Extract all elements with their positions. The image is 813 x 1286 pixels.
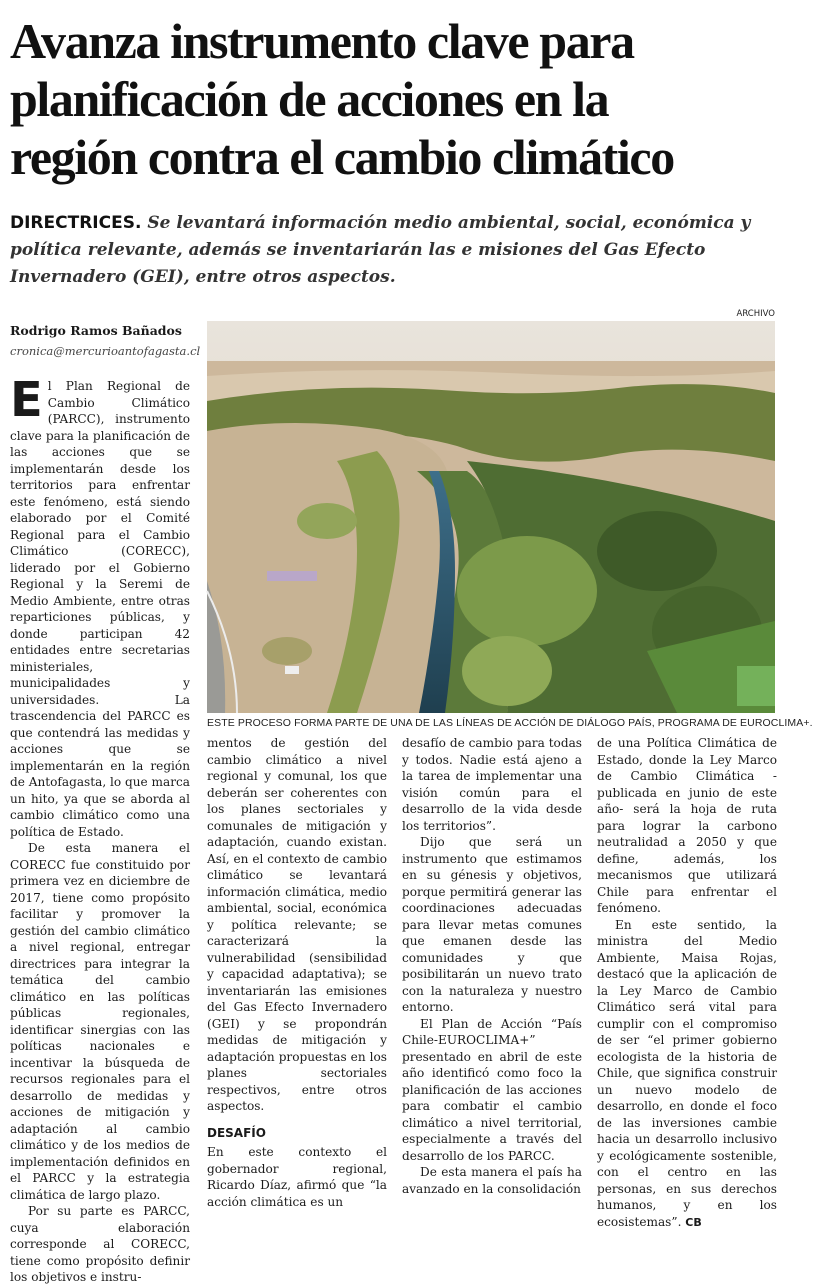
end-mark: CB xyxy=(685,1215,702,1229)
byline-author: Rodrigo Ramos Bañados xyxy=(10,323,182,338)
headline-line-1: Avanza instrumento clave para xyxy=(10,13,634,69)
body-paragraph xyxy=(597,917,777,1232)
byline xyxy=(10,322,200,362)
body-paragraph: El Plan de Acción “País Chile-EUROCLIMA+” presentado en abril de este año identificó como foco la planificación de las acciones para combatir el cambio climático a nivel territorial, especialmente a través del desarrollo de los PARCC. xyxy=(402,1016,582,1163)
lead-text: Se levantará información medio ambiental, social, económica y política relevante, además se inventariarán las e misiones del Gas Efecto Invernadero (GEI), entre otros aspectos. xyxy=(10,213,751,287)
aerial-river-photo xyxy=(207,321,775,713)
body-column-2 xyxy=(207,735,387,1210)
body-paragraph: Por su parte es PARCC, cuya elaboración corresponde al CORECC, tiene como propósito definir los objetivos e instru- xyxy=(10,1204,190,1284)
paragraph-text: En este sentido, la ministra del Medio Ambiente, Maisa Rojas, destacó que la aplicación de la Ley Marco de Cambio Climático será vital para cumplir con el compromiso de ser “el primer gobierno ecologista de la historia de Chile, que significa construir un nuevo modelo de desarrollo, en donde el foco de las inversiones cambie hacia un desarrollo inclusivo y ecológicamente sostenible, con el centro en las personas, en sus derechos humanos, y en los ecosistemas”. xyxy=(597,917,777,1229)
byline-email: cronica@mercurioantofagasta.cl xyxy=(10,344,201,358)
body-paragraph xyxy=(10,372,190,840)
photo-caption: ESTE PROCESO FORMA PARTE DE UNA DE LAS LÍNEAS DE ACCIÓN DE DIÁLOGO PAÍS, PROGRAMA DE EUROCLIMA+. xyxy=(207,717,813,729)
body-paragraph: mentos de gestión del cambio climático a nivel regional y comunal, los que deberán ser coherentes con los planes sectoriales y comunales de mitigación y adaptación, cuando existan. Así, en el contexto de cambio climático se levantará información climática, medio ambiental, social, económica y política relevante; se caracterizará la vulnerabilidad (sensibilidad y capacidad adaptativa); se inventariarán las emisiones del Gas Efecto Invernadero (GEI) y se propondrán medidas de mitigación y adaptación propuestas en los planes sectoriales respectivos, entre otros aspectos. xyxy=(207,736,387,1113)
headline xyxy=(10,12,775,186)
paragraph-text: l Plan Regional de Cambio Climático (PARCC), instrumento clave para la planificación de las acciones que se implementarán desde los territorios para enfrentar este fenómeno, está siendo elaborado por el Comité Regional para el Cambio Climático (CORECC), liderado por el Gobierno Regional y la Seremi de Medio Ambiente, entre otras reparticiones públicas, y donde participan 42 entidades entre secretarias ministeriales, municipalidades y universidades. La trascendencia del PARCC es que contendrá las medidas y acciones que se implementarán en la región de Antofagasta, lo que marca un hito, ya que se aborda al cambio climático como una política de Estado. xyxy=(10,379,190,839)
subhead: DESAFÍO xyxy=(207,1125,266,1140)
body-paragraph: De esta manera el país ha avanzado en la consolidación xyxy=(402,1165,582,1196)
drop-cap: E xyxy=(10,372,43,428)
body-column-3 xyxy=(402,735,582,1197)
river-oasis-illustration xyxy=(207,321,775,713)
body-paragraph: De esta manera el CORECC fue constituido por primera vez en diciembre de 2017, tiene como propósito facilitar y promover la gestión del cambio climático a nivel regional, entregar directrices para integrar la temática del cambio climático en las políticas públicas regionales, identificar sinergias con las políticas nacionales e incentivar la búsqueda de recursos regionales para el desarrollo de medidas y acciones de mitigación y adaptación al cambio climático y de los medios de implementación definidos en el PARCC y la estrategia climática de largo plazo. xyxy=(10,841,190,1202)
photo-credit: ARCHIVO xyxy=(736,309,775,319)
body-paragraph: de una Política Climática de Estado, donde la Ley Marco de Cambio Climática -publicada en junio de este año- será la hoja de ruta para lograr la carbono neutralidad a 2050 y que define, además, los mecanismos que utilizará Chile para enfrentar el fenómeno. xyxy=(597,736,777,915)
body-paragraph: desafío de cambio para todas y todos. Nadie está ajeno a la tarea de implementar una visión común para el desarrollo de la vida desde los territorios”. xyxy=(402,736,582,833)
headline-line-3: región contra el cambio climático xyxy=(10,129,674,185)
lead-kicker: DIRECTRICES. xyxy=(10,213,142,233)
body-paragraph: En este contexto el gobernador regional, Ricardo Díaz, afirmó que “la acción climática es un xyxy=(207,1145,387,1209)
body-paragraph: Dijo que será un instrumento que estimamos en su génesis y objetivos, porque permitirá generar las coordinaciones adecuadas para llevar metas comunes que emanen desde las comunidades y que posibilitarán un nuevo trato con la naturaleza y nuestro entorno. xyxy=(402,835,582,1014)
body-column-1 xyxy=(10,372,190,1286)
lead-paragraph xyxy=(10,210,775,291)
headline-line-2: planificación de acciones en la xyxy=(10,71,609,127)
body-column-4 xyxy=(597,735,777,1231)
